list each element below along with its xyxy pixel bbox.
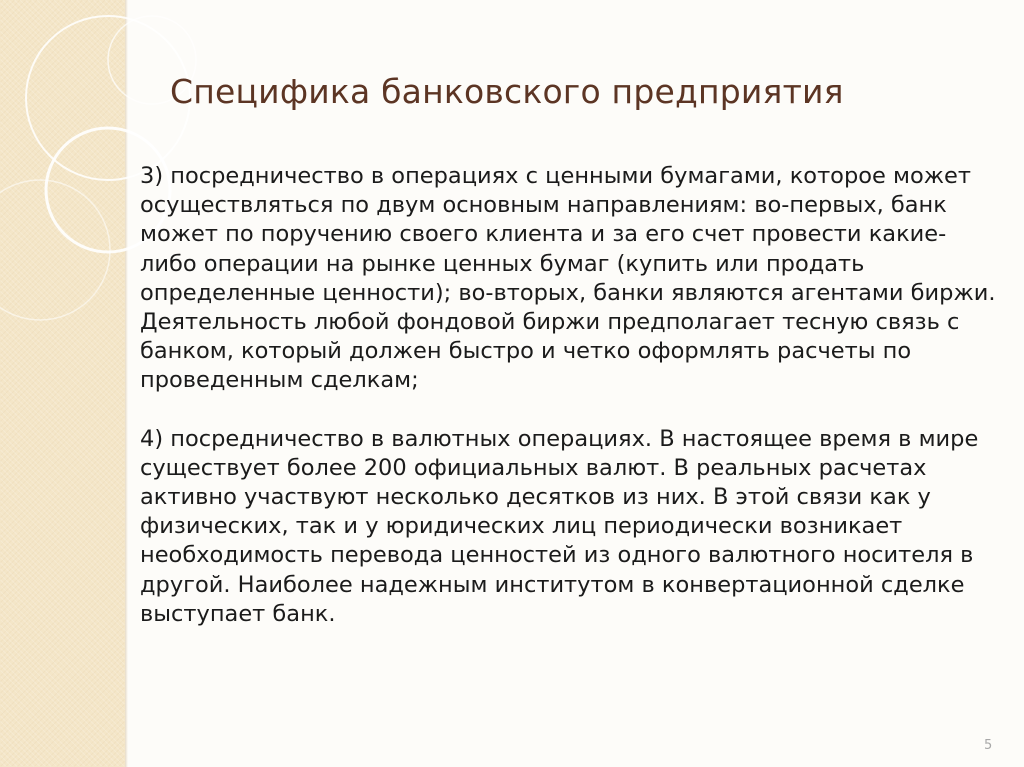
paragraph-securities: 3) посредничество в операциях с ценными бумагами, которое может осуществляться по двум основным направлениям: во-первых, банк может по поручению своего клиента и за его счет провести какие-либо операции на рынке ценных бумаг (купить или продать определенные ценности); во-вторых, банки являются агентами биржи. Деятельность любой фондовой биржи предполагает тесную связь с банком, который должен быстро и четко оформлять расчеты по проведенным сделкам; (140, 163, 996, 394)
deco-circle-large (26, 16, 190, 180)
paragraph-currency: 4) посредничество в валютных операциях. В настоящее время в мире существует более 200 официальных валют. В реальных расчетах активно участвуют несколько десятков из них. В этой связи как у физических, так и у юридических лиц периодически возникает необходимость перевода ценностей из одного валютного носителя в другой. Наиболее надежным институтом в конвертационной сделке выступает банк. (140, 425, 979, 627)
slide-title: Специфика банковского предприятия (170, 72, 844, 111)
slide-body (140, 162, 1000, 629)
page-number: 5 (984, 738, 993, 753)
